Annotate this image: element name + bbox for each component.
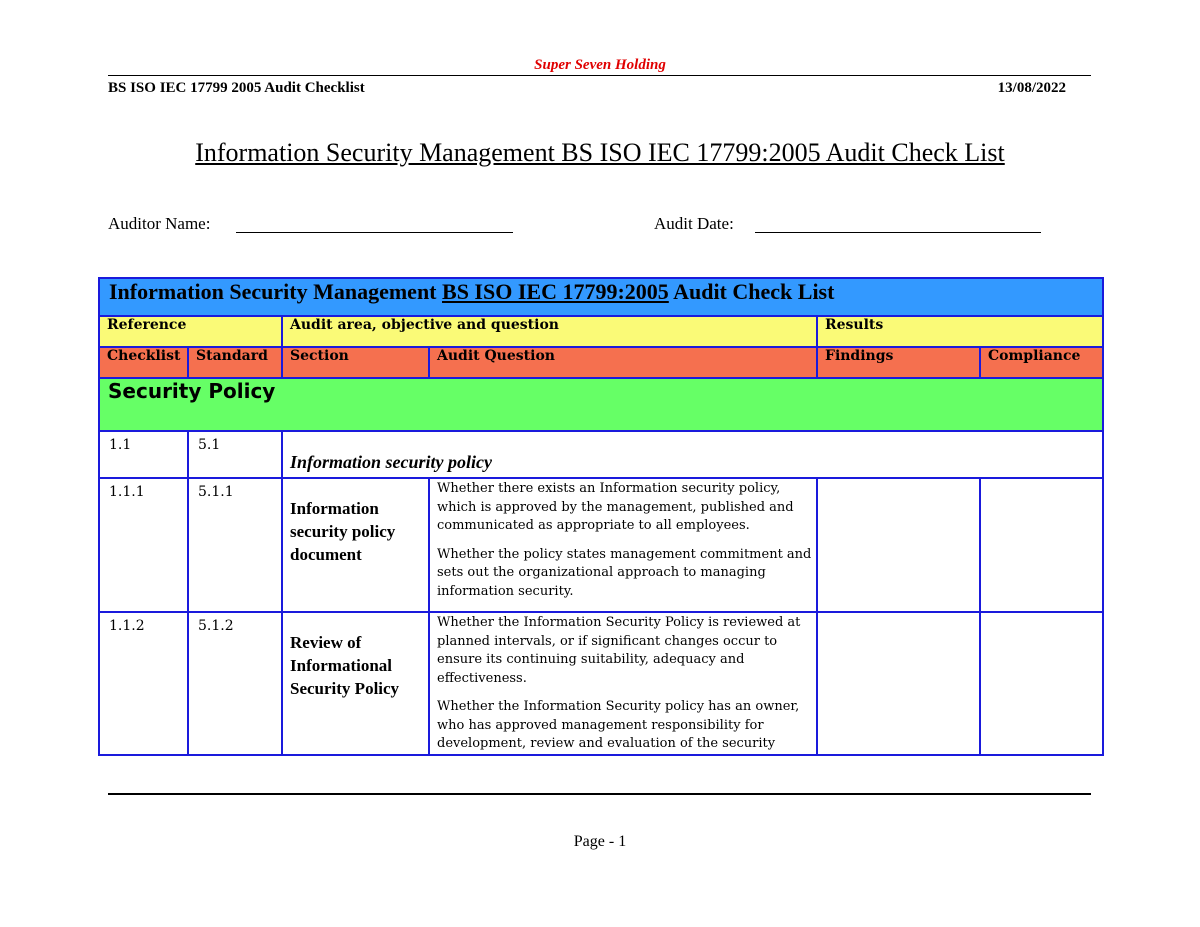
audit-question: Whether there exists an Information security policy, which is approved by the management, published and communicated as appropriate to all employees. [437, 481, 794, 533]
audit-question: Whether the policy states management commitment and sets out the organizational approach to managing information security. [437, 546, 812, 599]
column-header-checklist [99, 347, 188, 378]
column-header-audit-question-label: Audit Question [437, 348, 555, 364]
audit-question: Whether the Information Security Policy is reviewed at planned intervals, or if significant changes occur to ensure its continuing suitability, adequacy and effectiveness. [437, 615, 801, 686]
column-header-compliance-label: Compliance [988, 348, 1081, 364]
audit-date-label: Audit Date: [654, 214, 734, 233]
subsection-standard: 5.1 [198, 437, 221, 453]
group-header-results-label: Results [825, 317, 884, 333]
row-compliance-cell[interactable] [980, 612, 1103, 755]
row-standard-cell [188, 478, 282, 612]
auditor-name-label: Auditor Name: [108, 214, 211, 233]
audit-question-clip [430, 613, 816, 754]
row-standard: 5.1.1 [198, 484, 234, 500]
column-header-audit-question [429, 347, 817, 378]
table-row [99, 612, 1103, 755]
table-row [99, 478, 1103, 612]
row-audit-question-cell [429, 478, 817, 612]
column-header-row [99, 347, 1103, 378]
page-title: Information Security Management BS ISO IEC 17799:2005 Audit Check List [195, 138, 1005, 167]
header-rule [108, 75, 1091, 76]
subsection-standard-cell [188, 431, 282, 478]
subsection-checklist: 1.1 [109, 437, 132, 453]
row-section-cell [282, 478, 429, 612]
column-header-standard [188, 347, 282, 378]
document-name: BS ISO IEC 17799 2005 Audit Checklist [108, 80, 365, 96]
group-header-audit-area-label: Audit area, objective and question [290, 317, 559, 333]
section-title-cell [99, 378, 1103, 431]
group-header-row [99, 316, 1103, 347]
row-compliance-cell[interactable] [980, 478, 1103, 612]
row-section: Information security policy document [290, 499, 396, 564]
row-checklist-cell [99, 612, 188, 755]
table-title-row [99, 278, 1103, 316]
column-header-findings-label: Findings [825, 348, 894, 364]
row-checklist-cell [99, 478, 188, 612]
subsection-checklist-cell [99, 431, 188, 478]
document-date: 13/08/2022 [997, 80, 1066, 96]
row-standard-cell [188, 612, 282, 755]
row-section: Review of Informational Security Policy [290, 633, 400, 698]
row-checklist: 1.1.1 [109, 484, 145, 500]
row-findings-cell[interactable] [817, 612, 980, 755]
audit-question: Whether the Information Security policy has an owner, who has approved management responsibility for development, review and evaluation of the security [437, 699, 800, 751]
row-audit-question-cell [429, 612, 817, 755]
section-title-row [99, 378, 1103, 431]
table-title-cell [99, 278, 1103, 316]
column-header-standard-label: Standard [196, 348, 268, 364]
company-name: Super Seven Holding [534, 57, 666, 73]
row-section-cell [282, 612, 429, 755]
column-header-findings [817, 347, 980, 378]
table-title-suffix: Audit Check List [668, 279, 835, 304]
group-header-reference [99, 316, 282, 347]
audit-date-field[interactable] [755, 232, 1041, 233]
column-header-section [282, 347, 429, 378]
footer-rule [108, 793, 1091, 795]
subsection-row [99, 431, 1103, 478]
group-header-reference-label: Reference [107, 317, 187, 333]
group-header-results [817, 316, 1103, 347]
table-title [100, 279, 834, 304]
subsection-title: Information security policy [290, 452, 492, 472]
audit-checklist-table [98, 277, 1104, 756]
auditor-name-field[interactable] [236, 232, 513, 233]
table-title-standard: BS ISO IEC 17799:2005 [442, 279, 669, 304]
page-number: Page - 1 [573, 833, 627, 850]
subsection-title-cell [282, 431, 1103, 478]
column-header-checklist-label: Checklist [107, 348, 181, 364]
row-standard: 5.1.2 [198, 618, 234, 634]
row-findings-cell[interactable] [817, 478, 980, 612]
column-header-compliance [980, 347, 1103, 378]
table-title-prefix: Information Security Management [109, 279, 443, 304]
column-header-section-label: Section [290, 348, 349, 364]
group-header-audit-area [282, 316, 817, 347]
row-checklist: 1.1.2 [109, 618, 145, 634]
section-title: Security Policy [108, 379, 276, 403]
